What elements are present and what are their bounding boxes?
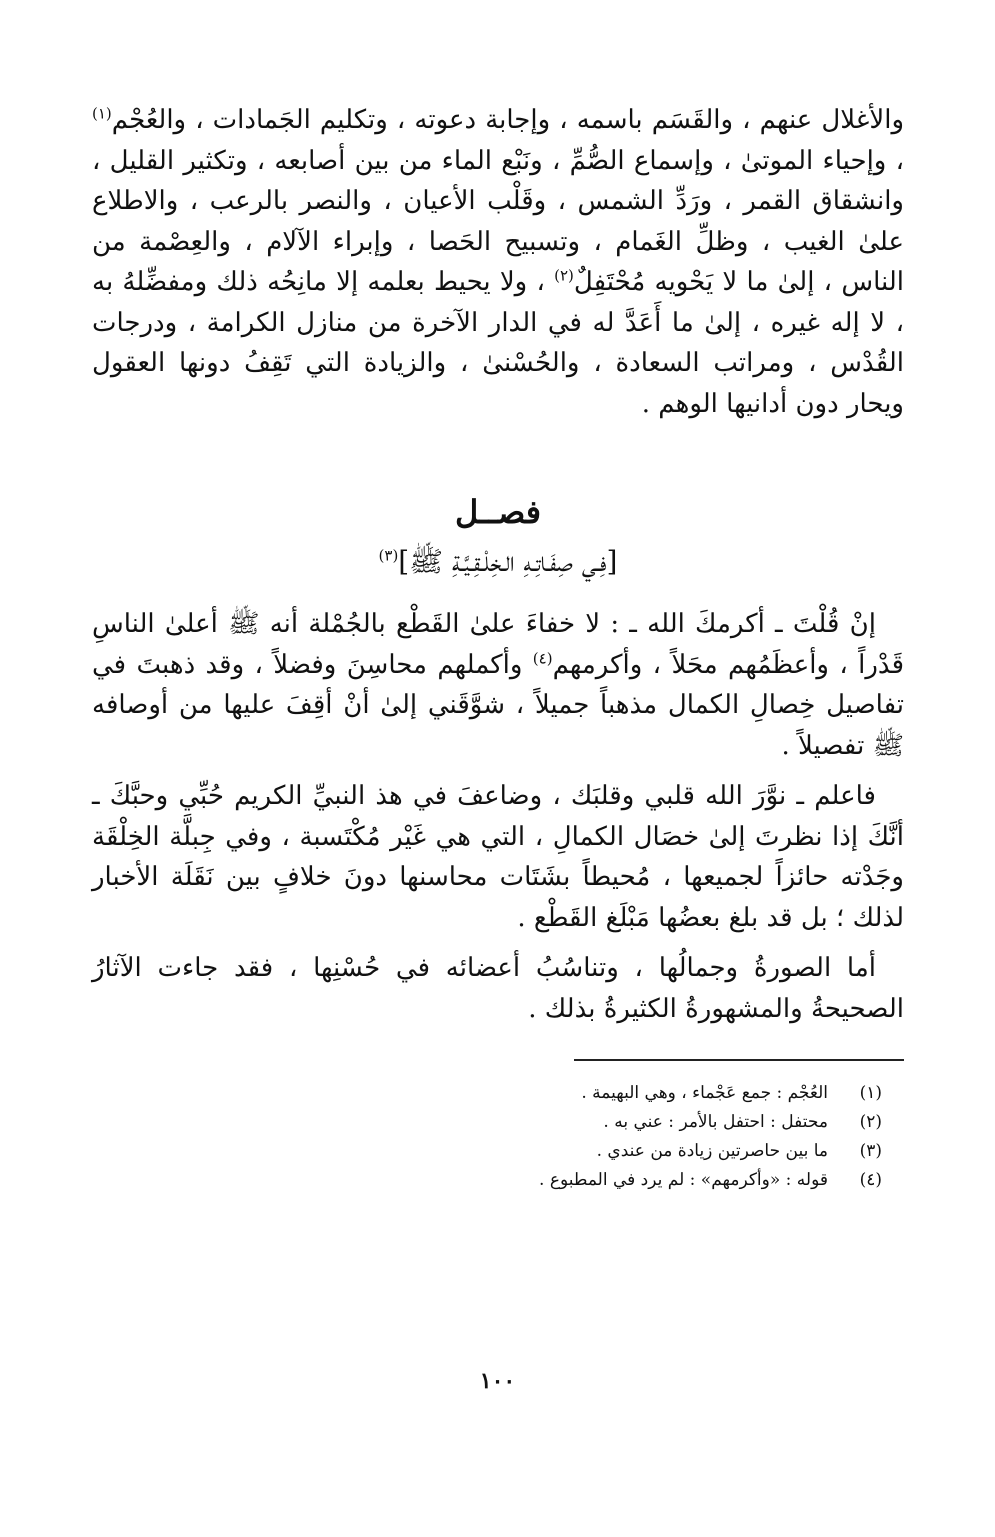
paragraph <box>92 604 904 766</box>
paragraph-text: فاعلم ـ نوَّرَ الله قلبي وقلبَك ، وضاعفَ في هذ النبيِّ الكريم حُبِّي وحبَّكَ ـ أنَّكَ إذا نظرتَ إلىٰ خصَال الكمالِ ، التي هي غَيْر مُكْتَسبة ، وفي جِبلَّة الخِلْقَة وجَدْته حائزاً لجميعها ، مُحيطاً بشَتَات محاسنها دونَ خلافٍ بين نَقَلَة الأخبار لذلك ؛ بل قد بلغ بعضُها مَبْلَغ القَطْع . <box>92 781 904 933</box>
section-subtitle-text: [فِـي صِفَـاتِـهِ الـخِلْـقِـيَّـةِ ﷺ] <box>398 545 618 578</box>
footnote-number: (٤) <box>859 1170 882 1190</box>
top-text-block <box>92 100 904 424</box>
page-number: ١٠٠ <box>479 1368 516 1394</box>
bottom-text-block <box>92 604 904 1029</box>
footnote-text: ما بين حاصرتين زيادة من عندي . <box>596 1141 828 1161</box>
footnote-item <box>92 1166 882 1195</box>
section-subtitle <box>92 540 904 584</box>
paragraph <box>92 948 904 1029</box>
footnote-text: العُجْم : جمع عَجْماء ، وهي البهيمة . <box>581 1083 828 1103</box>
footnote-ref: (٤) <box>532 648 553 667</box>
paragraph-text: إنْ قُلْتَ ـ أكرمكَ الله ـ : لا خفاءَ علىٰ القَطْع بالجُمْلة أنه ﷺ أعلىٰ الناسِ قَدْراً ، وأعظَمُهم محَلاً ، وأكرمهم <box>92 609 905 680</box>
paragraph-text: ، ولا يحيط بعلمه إلا مانِحُه ذلك ومفضِّلهُ به ، لا إله غيره ، إلىٰ ما أَعَدَّ له في الدار الآخرة من منازل الكرامة ، ودرجات القُدْس ، ومراتب السعادة ، والحُسْنىٰ ، والزيادة التي تَقِفُ دونها العقول ويحار دون أدانيها الوهم . <box>92 267 904 419</box>
paragraph <box>92 100 904 424</box>
footnotes-list <box>92 1079 904 1195</box>
footnote-item <box>92 1108 882 1137</box>
footnote-text: قوله : «وأكرمهم» : لم يرد في المطبوع . <box>539 1170 828 1190</box>
page-body <box>92 100 904 1195</box>
footnote-number: (٣) <box>859 1141 882 1161</box>
footnote-number: (٢) <box>859 1112 882 1132</box>
footnote-text: محتفل : احتفل بالأمر : عني به . <box>603 1112 828 1132</box>
paragraph-text: وأكملهم محاسِنَ وفضلاً ، وقد ذهبتَ في تفاصيل خِصالِ الكمال مذهباً جميلاً ، شوَّقَني إلىٰ أنْ أقِفَ عليها من أوصافه ﷺ تفصيلاً . <box>92 649 904 761</box>
footnote-separator <box>574 1059 904 1061</box>
paragraph-text: والأغلال عنهم ، والقَسَم باسمه ، وإجابة دعوته ، وتكليم الجَمادات ، والعُجْم <box>111 105 904 135</box>
paragraph-text: أما الصورةُ وجمالُها ، وتناسُبُ أعضائه في حُسْنِها ، فقد جاءت الآثارُ الصحيحةُ والمشهورةُ الكثيرةُ بذلك . <box>92 953 904 1024</box>
footnote-ref: (٢) <box>554 266 574 285</box>
footnote-item <box>92 1137 882 1166</box>
footnote-number: (١) <box>859 1083 882 1103</box>
footnote-ref: (١) <box>92 104 112 123</box>
section-title: فصــل <box>454 493 542 531</box>
paragraph <box>92 776 904 938</box>
footnote-ref: (٣) <box>378 546 399 565</box>
footnote-item <box>92 1079 882 1108</box>
paragraph-text: ، وإحياء الموتىٰ ، وإسماع الصُّمِّ ، ونَبْع الماء من بين أصابعه ، وتكثير القليل ، وانشقاق القمر ، ورَدِّ الشمس ، وقَلْب الأعيان ، والنصر بالرعب ، والاطلاع علىٰ الغيب ، وظلِّ الغَمام ، وتسبيح الحَصا ، وإبراء الآلام ، والعِصْمة من الناس ، إلىٰ ما لا يَحْويه مُحْتَفِلٌ <box>92 145 904 297</box>
